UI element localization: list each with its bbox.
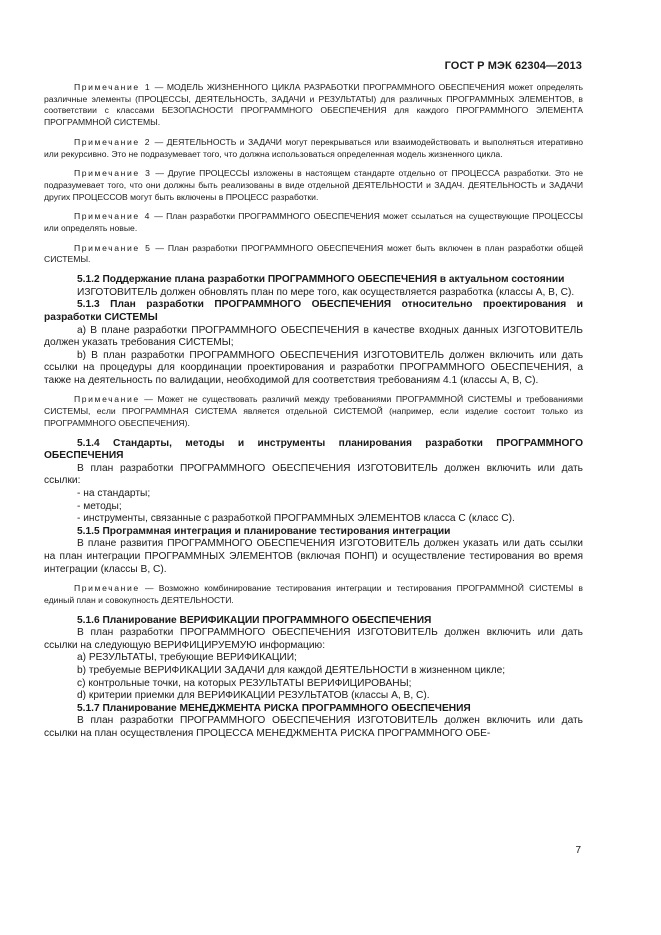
note-1 (44, 82, 583, 129)
page-number: 7 (575, 845, 581, 856)
section-body-5-1-5: В плане развития ПРОГРАММНОГО ОБЕСПЕЧЕНИЯ ИЗГОТОВИТЕЛЬ должен указать или дать ссылки на план интеграции ПРОГРАММНЫХ ЭЛЕМЕНТОВ (включая ПОНП) и осуществление тестирования во время интеграции (классы B, C). (44, 538, 583, 575)
list-item: - инструменты, связанные с разработкой ПРОГРАММНЫХ ЭЛЕМЕНТОВ класса С (класс С). (77, 513, 515, 525)
note-4 (44, 211, 583, 234)
note-label: Примечание 2 (74, 136, 152, 147)
section-heading-5-1-3: 5.1.3 План разработки ПРОГРАММНОГО ОБЕСПЕЧЕНИЯ относительно проектирования и разработки СИСТЕМЫ (44, 299, 583, 323)
note-text: — Возможно комбинирование тестирования интеграции и тестирования ПРОГРАММНОЙ СИСТЕМЫ в единый план и совокупность ДЕЯТЕЛЬНОСТИ. (44, 583, 583, 605)
note-text: — МОДЕЛЬ ЖИЗНЕННОГО ЦИКЛА РАЗРАБОТКИ ПРОГРАММНОГО ОБЕСПЕЧЕНИЯ может определять различные элементы (ПРОЦЕССЫ, ДЕЯТЕЛЬНОСТЬ, ЗАДАЧИ и РЕЗУЛЬТАТЫ) для различных ПРОГРАММНЫХ ЭЛЕМЕНТОВ, в соответствии с классами БЕЗОПАСНОСТИ ПРОГРАММНОГО ОБЕСПЕЧЕНИЯ для каждого ПРОГРАММНОГО ЭЛЕМЕНТА ПРОГРАММНОЙ СИСТЕМЫ. (44, 82, 583, 128)
item-5-1-3-a: а) В плане разработки ПРОГРАММНОГО ОБЕСПЕЧЕНИЯ в качестве входных данных ИЗГОТОВИТЕЛЬ должен указать требования СИСТЕМЫ; (44, 324, 583, 349)
note-5-1-5 (44, 583, 583, 606)
note-label: Примечание 4 (74, 211, 151, 222)
note-text: — План разработки ПРОГРАММНОГО ОБЕСПЕЧЕНИЯ может быть включен в план разработки общей СИСТЕМЫ. (44, 242, 584, 265)
note-2 (44, 137, 583, 160)
note-text: — План разработки ПРОГРАММНОГО ОБЕСПЕЧЕНИЯ может ссылаться на существующие ПРОЦЕССЫ или определять новые. (44, 211, 583, 234)
list-item: - методы; (77, 500, 122, 512)
section-body-5-1-6: В план разработки ПРОГРАММНОГО ОБЕСПЕЧЕНИЯ ИЗГОТОВИТЕЛЬ должен включить или дать ссылки на следующую ВЕРИФИЦИРУЕМУЮ информацию: (44, 627, 583, 651)
note-label: Примечание 1 (74, 82, 152, 92)
note-label: Примечание (74, 583, 140, 594)
note-text: — Другие ПРОЦЕССЫ изложены в настоящем стандарте отдельно от ПРОЦЕССА разработки. Это не подразумевает того, что они должны быть реализованы в виде отдельной ДЕЯТЕЛЬНОСТИ и ЗАДАЧ. ДЕЯТЕЛЬНОСТЬ и ЗАДАЧИ других ПРОЦЕССОВ могут быть включены в ПРОЦЕСС разработки. (44, 168, 583, 202)
page-content (44, 82, 583, 740)
note-label: Примечание 3 (74, 168, 152, 179)
section-heading-5-1-4: 5.1.4 Стандарты, методы и инструменты планирования разработки ПРОГРАММНОГО ОБЕСПЕЧЕНИЯ (44, 437, 583, 462)
note-label: Примечание 5 (74, 242, 152, 253)
section-heading-5-1-6: 5.1.6 Планирование ВЕРИФИКАЦИИ ПРОГРАММНОГО ОБЕСПЕЧЕНИЯ (77, 614, 432, 626)
note-text: — Может не существовать различий между требованиями ПРОГРАММНОЙ СИСТЕМЫ и требованиями СИСТЕМЫ, если ПРОГРАММНАЯ СИСТЕМА является отдельной СИСТЕМОЙ (например, если изделие состоит только из ПРОГРАММНОГО ОБЕСПЕЧЕНИЯ). (44, 394, 583, 428)
note-label: Примечание (74, 394, 140, 405)
section-body-5-1-2: ИЗГОТОВИТЕЛЬ должен обновлять план по мере того, как осуществляется разработка (классы A, B, C). (77, 286, 575, 298)
list-item: - на стандарты; (77, 487, 151, 499)
section-heading-5-1-7: 5.1.7 Планирование МЕНЕДЖМЕНТА РИСКА ПРОГРАММНОГО ОБЕСПЕЧЕНИЯ (77, 702, 471, 714)
note-5-1-3 (44, 394, 583, 429)
section-heading-5-1-2: 5.1.2 Поддержание плана разработки ПРОГРАММНОГО ОБЕСПЕЧЕНИЯ в актуальном состоянии (77, 274, 565, 286)
list-item: d) критерии приемки для ВЕРИФИКАЦИИ РЕЗУЛЬТАТОВ (классы A, B, C). (77, 690, 430, 702)
section-heading-5-1-5: 5.1.5 Программная интеграция и планирование тестирования интеграции (77, 525, 451, 537)
note-3 (44, 168, 583, 203)
section-body-5-1-7: В план разработки ПРОГРАММНОГО ОБЕСПЕЧЕНИЯ ИЗГОТОВИТЕЛЬ должен включить или дать ссылки на план осуществления ПРОЦЕССА МЕНЕДЖМЕНТА РИСКА ПРОГРАММНОГО ОБЕ- (44, 715, 583, 739)
list-item: c) контрольные точки, на которых РЕЗУЛЬТАТЫ ВЕРИФИЦИРОВАНЫ; (77, 677, 412, 689)
section-body-5-1-4: В план разработки ПРОГРАММНОГО ОБЕСПЕЧЕНИЯ ИЗГОТОВИТЕЛЬ должен включить или дать ссылки: (44, 462, 583, 487)
list-item: a) РЕЗУЛЬТАТЫ, требующие ВЕРИФИКАЦИИ; (77, 652, 297, 664)
note-5 (44, 243, 583, 266)
item-5-1-3-b: b) В план разработки ПРОГРАММНОГО ОБЕСПЕЧЕНИЯ ИЗГОТОВИТЕЛЬ должен включить или дать ссылки на процедуры для координации проектирования и разработки ПРОГРАММНОГО ОБЕСПЕЧЕНИЯ, а также на деятельность по валидации, необходимой для соответствия требованиям 4.1 (классы A, B, C). (44, 349, 583, 386)
note-text: — ДЕЯТЕЛЬНОСТЬ и ЗАДАЧИ могут перекрываться или взаимодействовать и выполняться итеративно или рекурсивно. Это не подразумевает того, что должна использоваться определенная модель жизненного цикла. (44, 136, 584, 159)
list-item: b) требуемые ВЕРИФИКАЦИИ ЗАДАЧИ для каждой ДЕЯТЕЛЬНОСТИ в жизненном цикле; (77, 664, 506, 676)
document-header: ГОСТ Р МЭК 62304—2013 (444, 60, 582, 72)
